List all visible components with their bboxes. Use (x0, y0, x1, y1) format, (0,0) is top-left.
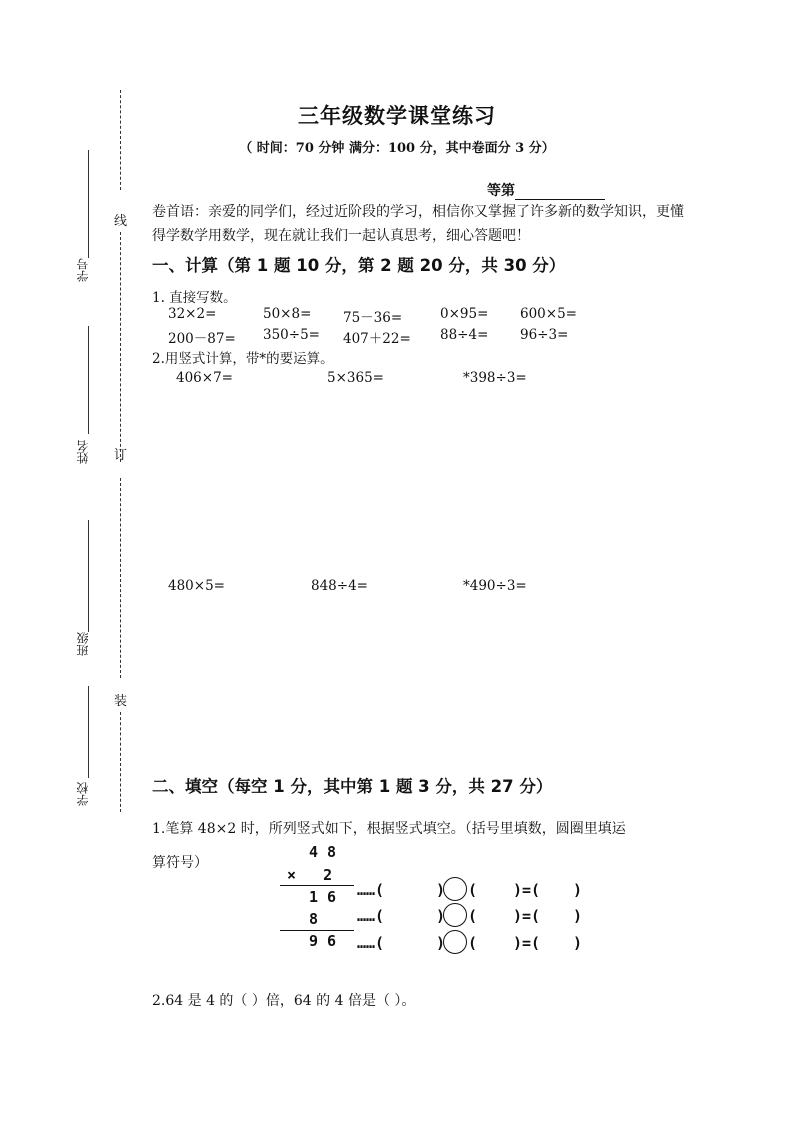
fill-row-close: ) (573, 934, 583, 952)
problem: 88÷4= (440, 327, 489, 343)
fill-row-eq: )=( (513, 881, 541, 899)
binding-char-zhuang: 装 (114, 694, 128, 709)
q2-label: 2.用竖式计算，带*的要运算。 (152, 351, 334, 367)
q1-label: 1. 直接写数。 (152, 290, 237, 306)
vertical-partial-2: 8 (309, 910, 319, 928)
grade-blank[interactable] (515, 185, 605, 200)
operator-circle[interactable] (443, 877, 467, 901)
section2-title: 二、填空（每空 1 分，其中第 1 题 3 分，共 27 分） (152, 777, 553, 796)
problem: *490÷3= (463, 578, 527, 594)
problem: 480×5= (168, 578, 225, 594)
preface-text: 卷首语：亲爱的同学们，经过近阶段的学习，相信你又掌握了许多新的数学知识，更懂得学数学用数学，现在就让我们一起认真思考，细心答题吧！ (152, 204, 684, 244)
problem: 0×95= (440, 306, 489, 322)
q1-text: 1.笔算 48×2 时，所列竖式如下，根据竖式填空。（括号里填数，圆圈里填运 (152, 821, 626, 837)
fill-row-close: ) (573, 907, 583, 925)
q1-text-cont: 算符号） (152, 855, 208, 871)
fill-row-eq: )=( (513, 907, 541, 925)
fill-row-close: ) (573, 881, 583, 899)
problem: 96÷3= (520, 327, 569, 343)
fill-row-open: ( (468, 881, 478, 899)
fill-row-close: ) (436, 907, 446, 925)
problem: 407＋22= (343, 331, 411, 347)
fill-row-open: ……( (357, 881, 385, 899)
fill-row-open: ( (468, 907, 478, 925)
vertical-result: 9 6 (309, 932, 337, 950)
problem: 50×8= (263, 306, 312, 322)
vertical-line (280, 930, 354, 931)
problem: 406×7= (176, 370, 233, 386)
problem: 32×2= (168, 306, 217, 322)
fill-row-open: ( (468, 934, 478, 952)
school-line[interactable] (88, 686, 89, 778)
vertical-line (280, 885, 354, 886)
field-label-school: 学校 (76, 782, 90, 806)
binding-dash-line (120, 232, 121, 462)
problem: 5×365= (327, 370, 384, 386)
problem: 848÷4= (311, 578, 368, 594)
class-line[interactable] (88, 520, 89, 632)
vertical-multiplier: × 2 (287, 866, 333, 884)
page-title: 三年级数学课堂练习 (298, 104, 496, 128)
binding-dash-line (120, 712, 121, 812)
grade-label: 等第 (487, 183, 515, 199)
grade-field (487, 180, 605, 200)
problem: 600×5= (520, 306, 577, 322)
name-line[interactable] (88, 326, 89, 434)
problem: 75－36= (343, 310, 403, 326)
vertical-partial-1: 1 6 (309, 888, 337, 906)
fill-row-close: ) (436, 881, 446, 899)
exam-info: （ 时间：70 分钟 满分：100 分，其中卷面分 3 分） (239, 141, 555, 156)
q2-text: 2.64 是 4 的（ ）倍，64 的 4 倍是（ ）。 (152, 993, 416, 1009)
fill-row-eq: )=( (513, 934, 541, 952)
section1-title: 一、计算（第 1 题 10 分，第 2 题 20 分，共 30 分） (152, 256, 566, 275)
operator-circle[interactable] (443, 903, 467, 927)
fill-row-close: ) (436, 934, 446, 952)
problem: *398÷3= (463, 370, 527, 386)
problem: 200－87= (168, 331, 236, 347)
binding-char-xian: 线 (114, 214, 128, 229)
operator-circle[interactable] (443, 930, 467, 954)
fill-row-open: ……( (357, 934, 385, 952)
binding-dash-line (120, 478, 121, 678)
binding-char-ding: 订 (114, 448, 128, 463)
student-id-line[interactable] (88, 150, 89, 258)
field-label-name: 姓名 (76, 440, 90, 464)
fill-row-open: ……( (357, 907, 385, 925)
field-label-class: 班级 (76, 632, 90, 656)
vertical-multiplicand: 4 8 (309, 843, 337, 861)
field-label-student-id: 学号 (76, 258, 90, 282)
problem: 350÷5= (263, 327, 320, 343)
